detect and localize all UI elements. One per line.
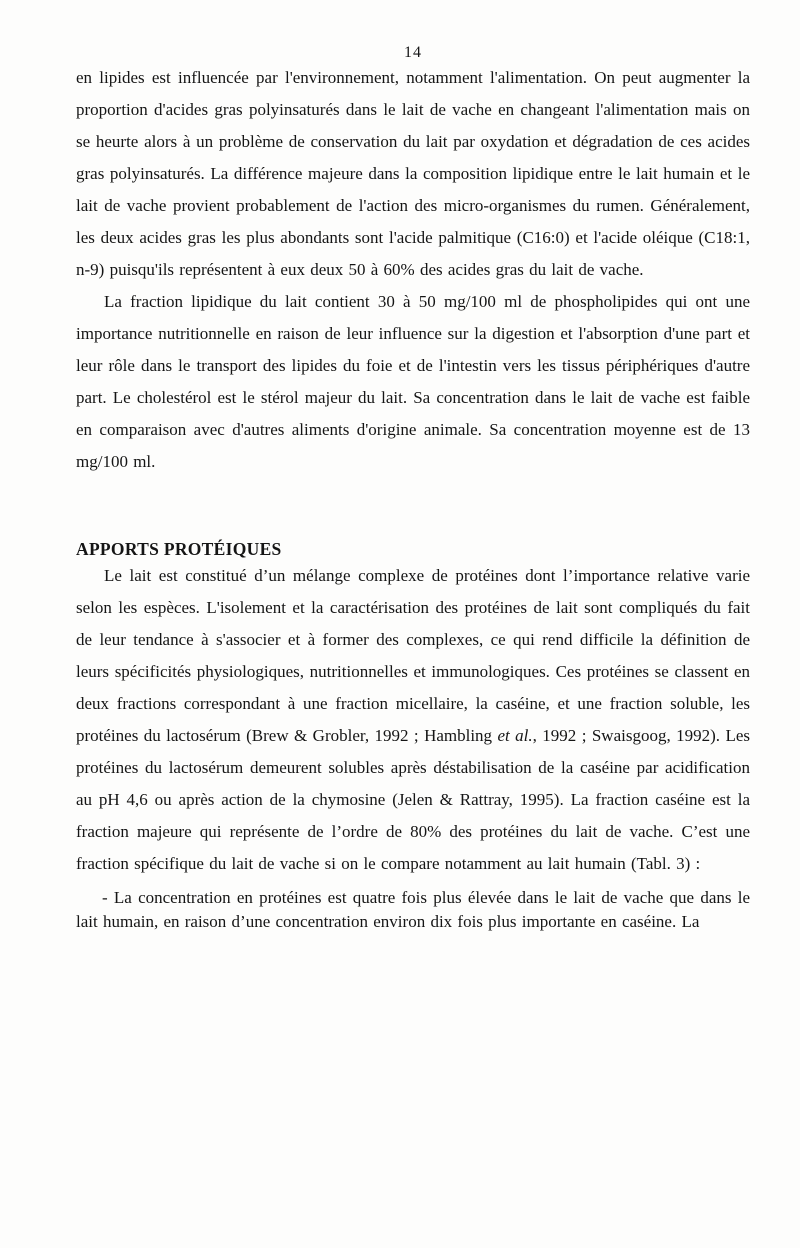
page-number: 14 [404, 44, 422, 61]
paragraph-milk-proteins-text-1: Le lait est constitué d’un mélange complexe de protéines dont l’importance relative varie selon les espèces. L'isolement et la caractérisation des protéines de lait sont compliqués du fait de leur tendance à s'associer et à former des complexes, ce qui rend difficile la définition de leurs spécificités physiologiques, nutritionnelles et immunologiques. Ces protéines se classent en deux fractions correspondant à une fraction micellaire, la caséine, et une fraction soluble, les protéines du lactosérum (Brew & Grobler, 1992 ; Hambling [76, 566, 750, 745]
paragraph-phospholipids-cholesterol: La fraction lipidique du lait contient 30 à 50 mg/100 ml de phospholipides qui ont une importance nutritionnelle en raison de leur influence sur la digestion et l'absorption d'une part et leur rôle dans le transport des lipides du foie et de l'intestin vers les tissus périphériques d'autre part. Le cholestérol est le stérol majeur du lait. Sa concentration dans le lait de vache est faible en comparaison avec d'autres aliments d'origine animale. Sa concentration moyenne est de 13 mg/100 ml. [76, 292, 750, 471]
section-heading-apports-proteiques: APPORTS PROTÉIQUES [76, 539, 282, 559]
et-al-italic: et al. [497, 726, 533, 745]
list-item-protein-concentration: - La concentration en protéines est quatre fois plus élevée dans le lait de vache que dans le lait humain, en raison d’une concentration environ dix fois plus importante en caséine. La [76, 888, 750, 931]
paragraph-lipid-composition: en lipides est influencée par l'environnement, notamment l'alimentation. On peut augmenter la proportion d'acides gras polyinsaturés dans le lait de vache en changeant l'alimentation mais on se heurte alors à un problème de conservation du lait par oxydation et dégradation de ces acides gras polyinsaturés. La différence majeure dans la composition lipidique entre le lait humain et le lait de vache provient probablement de l'action des micro-organismes du rumen. Généralement, les deux acides gras les plus abondants sont l'acide palmitique (C16:0) et l'acide oléique (C18:1, n-9) puisqu'ils représentent à eux deux 50 à 60% des acides gras du lait de vache. [76, 68, 750, 279]
paragraph-milk-proteins [76, 560, 750, 880]
paragraph-milk-proteins-text-2: , 1992 ; Swaisgoog, 1992). Les protéines du lactosérum demeurent solubles après déstabilisation de la caséine par acidification au pH 4,6 ou après action de la chymosine (Jelen & Rattray, 1995). La fraction caséine est la fraction majeure qui représente de l’ordre de 80% des protéines du lait de vache. C’est une fraction spécifique du lait de vache si on le compare notamment au lait humain (Tabl. 3) : [76, 726, 750, 873]
